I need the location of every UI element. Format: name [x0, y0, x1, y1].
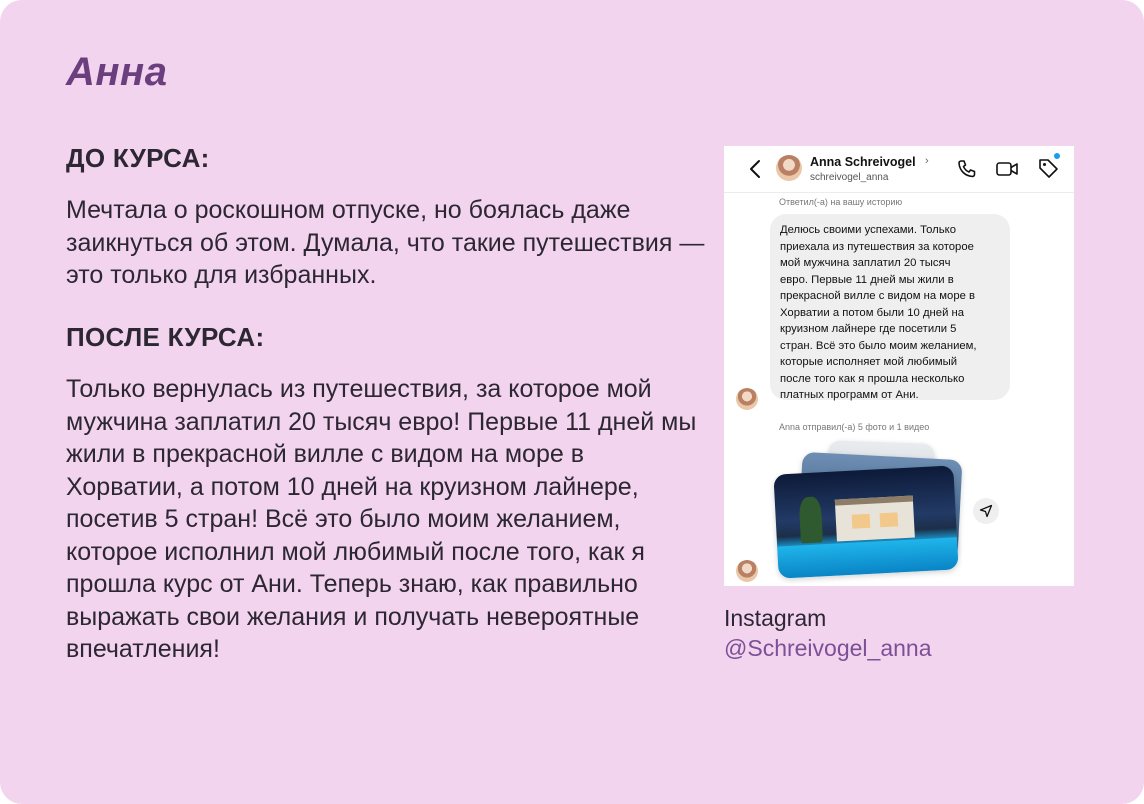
- caption-handle[interactable]: @Schreivogel_anna: [724, 635, 932, 661]
- avatar[interactable]: [776, 155, 802, 181]
- message-bubble[interactable]: [770, 214, 1010, 400]
- tag-icon[interactable]: [1036, 156, 1060, 180]
- avatar[interactable]: [736, 560, 758, 582]
- photo-villa: [835, 496, 915, 542]
- avatar[interactable]: [736, 388, 758, 410]
- after-course-text: Только вернулась из путешествия, за которое мой мужчина заплатил 20 тысяч евро! Первые 11 дней мы жили в прекрасной вилле с видом на море в Хорватии, а потом 10 дней на круизном лайнере, посетив 5 стран! Всё это было моим желанием, которое исполнил мой любимый после того, как я прошла курс от Ани. Теперь знаю, как правильно выражать свои желания и получать невероятные впечатления!: [66, 375, 697, 663]
- photo-pool: [777, 537, 958, 578]
- before-course-heading: ДО КУРСА:: [66, 143, 210, 173]
- dm-header: [724, 146, 1074, 193]
- reply-meta: Ответил(-а) на вашу историю: [779, 197, 903, 207]
- photo-tree: [799, 496, 823, 543]
- video-call-icon[interactable]: [995, 158, 1019, 180]
- contact-name[interactable]: Anna Schreivogel: [810, 155, 916, 169]
- instagram-dm-screenshot: [724, 146, 1074, 586]
- villa-pool-photo[interactable]: [773, 465, 958, 578]
- notification-dot: [1054, 153, 1060, 159]
- sent-meta: Anna отправил(-а) 5 фото и 1 видео: [779, 422, 930, 432]
- send-icon: [979, 504, 993, 518]
- villa-window: [880, 512, 899, 527]
- before-course-text: Мечтала о роскошном отпуске, но боялась даже заикнуться об этом. Думала, что такие путешествия — это только для избранных.: [66, 196, 705, 289]
- villa-window: [852, 514, 871, 529]
- share-button[interactable]: [973, 498, 999, 524]
- back-icon[interactable]: [746, 158, 766, 180]
- contact-handle: schreivogel_anna: [810, 172, 889, 183]
- chevron-right-icon: ›: [925, 155, 929, 167]
- after-course-heading: ПОСЛЕ КУРСА:: [66, 322, 265, 352]
- caption-platform: Instagram: [724, 605, 827, 631]
- message-text: Делюсь своими успехами. Только приехала из путешествия за которое мой мужчина заплатил 20 тысяч евро. Первые 11 дней мы жили в прекрасной вилле с видом на море в Хорватии а потом были 10 дней на круизном лайнере где посетили 5 стран. Всё это было моим желанием, которые исполняет мой любимый после того как я прошла несколько платных программ от Ани.: [780, 224, 977, 401]
- testimonial-name: Анна: [66, 50, 168, 94]
- phone-icon[interactable]: [956, 158, 978, 180]
